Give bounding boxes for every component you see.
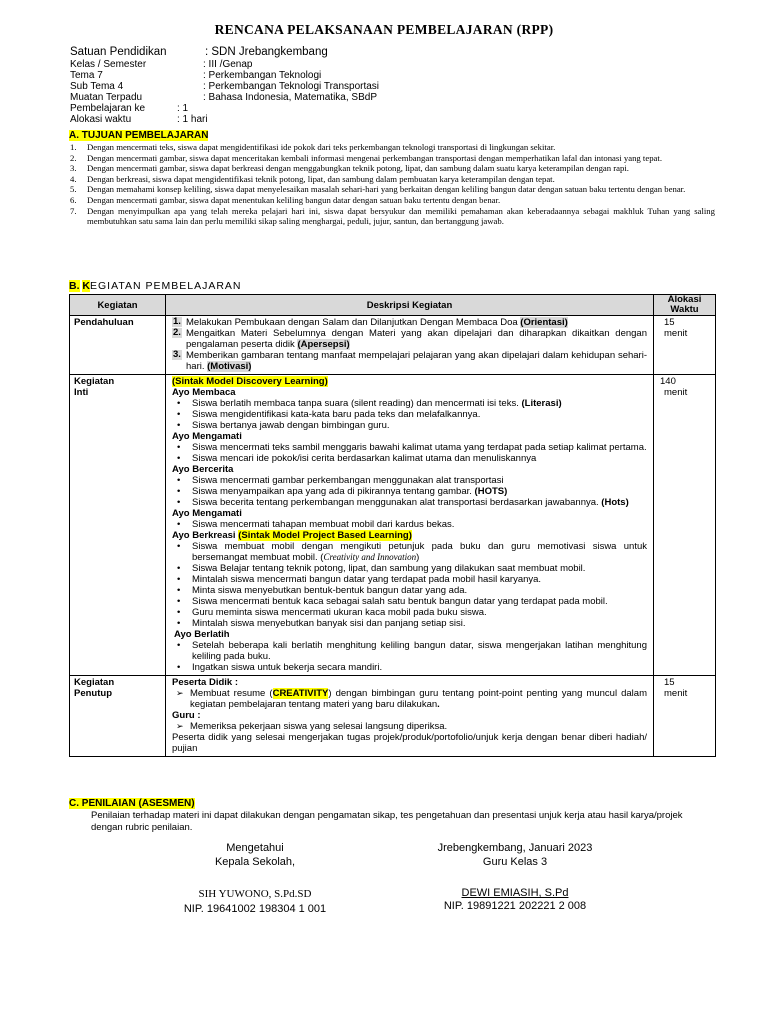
- header-alokasi-line1: Alokasi: [667, 294, 702, 305]
- objective-number: 3.: [70, 163, 77, 174]
- ayo-berkreasi-title: Ayo Berkreasi: [172, 530, 239, 541]
- ayo-berlatih-list: [172, 640, 647, 673]
- list-item-close: ): [416, 552, 420, 563]
- header-kegiatan: Kegiatan: [70, 295, 166, 316]
- list-item: • Siswa mencermati teks sambil menggaris bawahi kalimat utama yang terdapat pada setiap kalimat pertama.: [172, 442, 647, 453]
- list-item: • Mintalah siswa menyebutkan banyak sisi dan panjang setiap sisi.: [172, 618, 647, 629]
- pendahuluan-item: [172, 350, 647, 372]
- identity-value: : Perkembangan Teknologi Transportasi: [203, 81, 380, 92]
- objectives-list: [70, 142, 715, 227]
- identity-block: [70, 45, 570, 125]
- identity-value: : 1: [177, 103, 189, 114]
- penutup-label-line1: Kegiatan: [74, 677, 115, 688]
- pendahuluan-tag: (Orientasi): [520, 317, 568, 328]
- section-a-heading-text: A. TUJUAN PEMBELAJARAN: [69, 130, 209, 141]
- objective-number: 1.: [70, 142, 77, 152]
- identity-label: Sub Tema 4: [70, 81, 124, 92]
- penutup-closing-text: Peserta didik yang selesai mengerjakan tugas projek/produk/portofolio/unjuk kerja dengan benar diberi hadiah/ pujian: [172, 732, 647, 754]
- identity-value: : SDN Jrebangkembang: [205, 46, 328, 58]
- penutup-label-line2: Penutup: [74, 688, 112, 699]
- penutup-time: [654, 676, 716, 757]
- ayo-bercerita-list: [172, 475, 647, 508]
- identity-row: [70, 59, 570, 70]
- list-item-text: ) dengan bimbingan guru tentang point-point penting yang muncul dalam kegiatan pembelajaran tentang materi yang baru dilakukan: [190, 688, 647, 710]
- identity-label: Alokasi waktu: [70, 114, 132, 125]
- list-item-text: Siswa becerita tentang perkembangan menggunakan alat transportasi berdasarkan jawabannya.: [192, 497, 602, 508]
- pendahuluan-text: Melakukan Pembukaan dengan Salam dan Dilanjutkan Dengan Membaca Doa: [186, 317, 521, 328]
- list-item-italic: Creativity and Innovation: [323, 552, 417, 562]
- objective-item: [70, 174, 715, 185]
- pendahuluan-time-value: 15: [664, 317, 675, 328]
- principal-nip: NIP. 19641002 198304 1 001: [183, 903, 327, 915]
- penutup-label: [70, 676, 166, 757]
- identity-row: [70, 45, 570, 59]
- section-c-heading: [69, 798, 195, 810]
- ayo-mengamati-2-title: Ayo Mengamati: [172, 508, 242, 519]
- identity-row: [70, 70, 570, 81]
- objective-text: Dengan mencermati teks, siswa dapat mengidentifikasi ide pokok dari teks perkembangan teknologi transportasi di lingkungan sekitar.: [87, 142, 556, 152]
- pendahuluan-number: 3.: [173, 349, 181, 360]
- objective-text: Dengan berkreasi, siswa dapat mengidentifikasi teknik potong, lipat, dan sambung dalam pembuatan karya keterampilan dengan tepat.: [87, 173, 555, 184]
- pendahuluan-label: Pendahuluan: [70, 316, 166, 375]
- pendahuluan-text: Mengaitkan Materi Sebelumnya dengan Materi yang akan dipelajari dan diharapkan dikaitkan dengan pengalaman peserta didik: [186, 328, 647, 350]
- ayo-membaca-title: Ayo Membaca: [172, 387, 236, 398]
- inti-time-unit: menit: [664, 387, 688, 398]
- penutup-description: [166, 676, 654, 757]
- objective-item: [70, 142, 715, 153]
- objective-number: 5.: [70, 184, 77, 195]
- list-item: [172, 497, 647, 508]
- list-item: [172, 486, 647, 497]
- ayo-membaca-list: [172, 398, 647, 431]
- row-inti: [70, 375, 716, 676]
- header-deskripsi: Deskripsi Kegiatan: [166, 295, 654, 316]
- section-c-heading-text: C. PENILAIAN (ASESMEN): [69, 798, 195, 809]
- peserta-didik-list: [172, 688, 647, 710]
- inti-model-tag: (Sintak Model Discovery Learning): [172, 376, 328, 387]
- signature-left-line2: Kepala Sekolah,: [214, 856, 296, 868]
- identity-row: [70, 103, 570, 114]
- pendahuluan-time-unit: menit: [664, 328, 688, 339]
- objective-item: [70, 206, 715, 227]
- document-title: RENCANA PELAKSANAAN PEMBELAJARAN (RPP): [214, 22, 554, 37]
- pendahuluan-tag: (Apersepsi): [297, 339, 350, 350]
- header-alokasi: [654, 295, 716, 316]
- table-header-row: [70, 295, 716, 316]
- penutup-time-value: 15: [664, 677, 675, 688]
- header-alokasi-line2: Waktu: [670, 304, 699, 315]
- list-item-tag: (HOTS): [474, 486, 508, 497]
- identity-row: [70, 81, 570, 92]
- activities-table: [69, 294, 716, 757]
- principal-name: SIH YUWONO, S.Pd.SD: [198, 888, 312, 900]
- inti-label-line1: Kegiatan: [74, 376, 115, 387]
- list-item: [172, 688, 647, 710]
- objective-number: 4.: [70, 173, 77, 184]
- identity-value: : 1 hari: [177, 114, 208, 125]
- signature-right-line1: Jrebengkembang, Januari 2023: [437, 842, 593, 854]
- list-item-text: Membuat resume (: [190, 688, 273, 699]
- list-item: • Siswa mengidentifikasi kata-kata baru pada teks dan melafalkannya.: [172, 409, 647, 420]
- objective-number: 6.: [70, 194, 77, 205]
- list-item: • Siswa mencermati gambar perkembangan menggunakan alat transportasi: [172, 475, 647, 486]
- row-penutup: [70, 676, 716, 757]
- inti-label-line2: Inti: [74, 387, 89, 398]
- ayo-berkreasi-list: [172, 541, 647, 629]
- list-item: • Setelah beberapa kali berlatih menghitung keliling bangun datar, siswa mengerjakan latihan menghitung keliling pada buku.: [172, 640, 647, 662]
- list-item-text: Siswa berlatih membaca tanpa suara (silent reading) dan mencermati isi teks.: [192, 398, 522, 409]
- objective-item: [70, 195, 715, 206]
- section-b-initial: K: [82, 280, 91, 292]
- objective-text: Dengan mencermati gambar, siswa dapat menceritakan kembali informasi mengenai perkembangan transportasi dengan memperhatikan lafal dan intonasi yang tepat.: [87, 152, 662, 163]
- pendahuluan-number: 2.: [173, 327, 181, 338]
- section-b-heading: [69, 280, 242, 292]
- list-item: • Minta siswa menyebutkan bentuk-bentuk bangun datar yang ada.: [172, 585, 647, 596]
- pendahuluan-number: 1.: [173, 316, 181, 327]
- pendahuluan-time: [654, 316, 716, 375]
- assessment-text: Penilaian terhadap materi ini dapat dilakukan dengan pengamatan sikap, tes pengetahuan dan presentasi unjuk kerja atau hasil karya/projek dengan rubric penilaian.: [91, 810, 683, 833]
- identity-row: [70, 114, 570, 125]
- list-item-tag: (Literasi): [521, 398, 562, 409]
- list-item: • Siswa mencermati tahapan membuat mobil dari kardus bekas.: [172, 519, 647, 530]
- list-item: • Ingatkan siswa untuk bekerja secara mandiri.: [172, 662, 647, 673]
- teacher-name: DEWI EMIASIH, S.Pd: [461, 887, 569, 899]
- list-item: • Siswa bertanya jawab dengan bimbingan guru.: [172, 420, 647, 431]
- pendahuluan-description: [166, 316, 654, 375]
- ayo-berlatih-title: Ayo Berlatih: [174, 629, 230, 640]
- ayo-mengamati-2-list: [172, 519, 647, 530]
- row-pendahuluan: [70, 316, 716, 375]
- list-item-tag: (Hots): [601, 497, 629, 508]
- section-b-letter: B.: [69, 280, 80, 292]
- penutup-time-unit: menit: [664, 688, 688, 699]
- identity-label: Muatan Terpadu: [70, 92, 143, 103]
- objective-item: [70, 153, 715, 164]
- identity-value: : III /Genap: [203, 59, 253, 70]
- objective-text: Dengan mencermati gambar, siswa dapat berkreasi dengan menggabungkan teknik potong, lipat, dan sambung dalam suatu karya keterampilan dengan rapi.: [87, 163, 629, 174]
- objective-number: 2.: [70, 152, 77, 163]
- objective-text: Dengan mencermati gambar, siswa dapat menentukan keliling bangun datar dengan satuan baku tertentu dengan benar.: [87, 194, 501, 205]
- identity-value: : Bahasa Indonesia, Matematika, SBdP: [203, 92, 377, 103]
- inti-time-value: 140: [660, 376, 676, 387]
- pendahuluan-text: Memberikan gambaran tentang manfaat mempelajari pelajaran yang akan dipelajari dalam kehidupan sehari-hari.: [186, 350, 647, 372]
- ayo-mengamati-list: [172, 442, 647, 464]
- objective-text: Dengan memahami konsep keliling, siswa dapat menyelesaikan masalah sehari-hari yang berkaitan dengan keliling bangun datar dengan satuan baku tertentu dengan benar.: [87, 184, 686, 195]
- list-item: [172, 398, 647, 409]
- list-item-text: Siswa menyampaikan apa yang ada di pikirannya tentang gambar.: [192, 486, 475, 497]
- pendahuluan-item: [172, 317, 647, 328]
- guru-title: Guru :: [172, 710, 201, 721]
- signature-left-line1: Mengetahui: [226, 842, 284, 854]
- objective-text: Dengan menyimpulkan apa yang telah mereka pelajari hari ini, siswa dapat bersyukur dan memiliki pemahaman akan keberadaannya sebagai makhluk Tuhan yang saling membutuhkan satu sama lain dan perlu memiliki sikap saling menghargai, peduli, jujur, santun, dan bertanggung jawab.: [87, 205, 715, 227]
- inti-time: [654, 375, 716, 676]
- objective-item: [70, 163, 715, 174]
- identity-label: Tema 7: [70, 70, 103, 81]
- objective-item: [70, 184, 715, 195]
- inti-description: [166, 375, 654, 676]
- list-item: • Mintalah siswa mencermati bangun datar yang terdapat pada mobil hasil karyanya.: [172, 574, 647, 585]
- identity-label: Pembelajaran ke: [70, 103, 146, 114]
- berkreasi-model-tag: (Sintak Model Project Based Learning): [238, 530, 412, 541]
- list-item: ➢ Memeriksa pekerjaan siswa yang selesai langsung diperiksa.: [172, 721, 647, 732]
- identity-label: Satuan Pendidikan: [70, 46, 167, 58]
- pendahuluan-item: [172, 328, 647, 350]
- signature-right-line2: Guru Kelas 3: [482, 856, 548, 868]
- section-b-title: EGIATAN PEMBELAJARAN: [90, 280, 242, 292]
- list-item-period: .: [437, 699, 440, 710]
- section-a-heading: [69, 130, 208, 142]
- list-item-text: Siswa membuat mobil dengan mengikuti petunjuk pada buku dan guru memotivasi siswa untuk bersemangat membuat mobil. (: [192, 541, 647, 563]
- teacher-nip: NIP. 19891221 202221 2 008: [443, 900, 587, 912]
- identity-label: Kelas / Semester: [70, 59, 147, 70]
- creativity-tag: CREATIVITY: [272, 688, 329, 699]
- pendahuluan-tag: (Motivasi): [207, 361, 252, 372]
- list-item: [172, 541, 647, 563]
- ayo-berkreasi-heading: [172, 530, 647, 541]
- list-item: • Siswa mencari ide pokok/isi cerita berdasarkan kalimat utama dan menuliskannya: [172, 453, 647, 464]
- ayo-mengamati-title: Ayo Mengamati: [172, 431, 242, 442]
- peserta-didik-title: Peserta Didik :: [172, 677, 238, 688]
- identity-value: : Perkembangan Teknologi: [203, 70, 322, 81]
- pendahuluan-list: [172, 317, 647, 372]
- ayo-bercerita-title: Ayo Bercerita: [172, 464, 234, 475]
- list-item: • Siswa mencermati bentuk kaca sebagai salah satu bentuk bangun datar yang terdapat pada mobil.: [172, 596, 647, 607]
- identity-row: [70, 92, 570, 103]
- inti-label: [70, 375, 166, 676]
- guru-list: [172, 721, 647, 732]
- list-item: • Siswa Belajar tentang teknik potong, lipat, dan sambung yang dilakukan saat membuat mobil.: [172, 563, 647, 574]
- objective-number: 7.: [70, 205, 77, 216]
- list-item: • Guru meminta siswa mencermati ukuran kaca mobil pada buku siswa.: [172, 607, 647, 618]
